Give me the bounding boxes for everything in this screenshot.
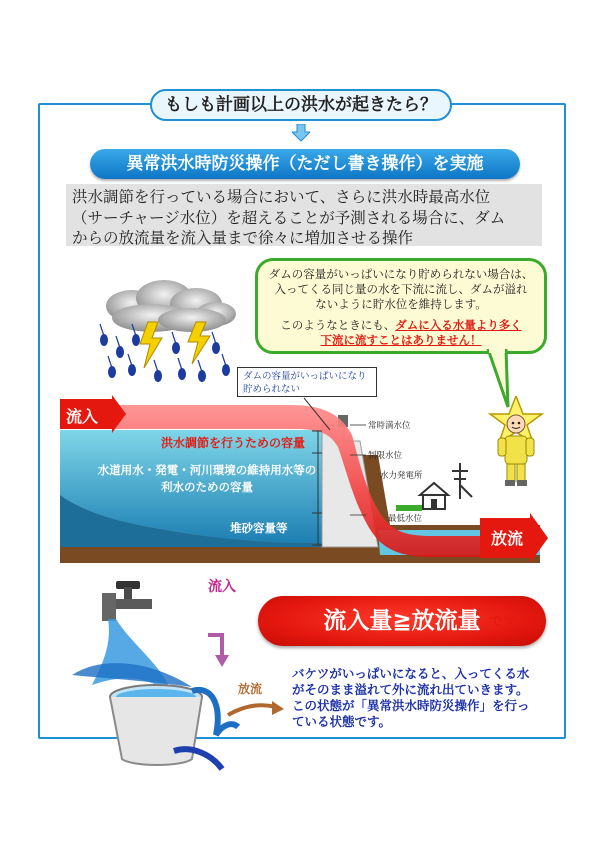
bubble-line: 入ってくる同じ量の水を下流に流し、ダムが溢れ <box>274 282 528 296</box>
bucket-text-line: バケツがいっぱいになると、入ってくる水 <box>292 666 530 681</box>
down-arrow-icon <box>292 124 310 142</box>
description-line: （サーチャージ水位）を超えることが予測される場合に、ダム <box>72 208 506 227</box>
callout-pointer <box>300 396 340 436</box>
star-mascot-icon <box>486 396 546 488</box>
bubble-lead: このようなときにも、 <box>280 318 396 332</box>
bubble-emphasis-1: ダムに入る水量より多く <box>395 318 522 332</box>
flood-capacity-label: 洪水調節を行うための容量 <box>161 436 306 450</box>
outflow-arrow-icon <box>228 705 276 715</box>
description-line: 洪水調節を行っている場合において、さらに洪水時最高水位 <box>72 188 491 206</box>
equation-suffix: です。 <box>489 614 530 630</box>
analogy-outflow-label: 放流 <box>238 682 263 696</box>
bucket-text-line: この状態が「異常洪水時防災操作」を行っ <box>292 698 530 713</box>
low-water-level-label: 最低水位 <box>388 514 423 524</box>
outflow-label: 放流 <box>491 529 524 548</box>
bucket-text-line: がそのまま溢れて外に流れ出ていきます。 <box>292 682 529 697</box>
water-use-line: 利水のための容量 <box>161 480 253 494</box>
description-line: からの放流量を流入量まで徐々に増加させる操作 <box>72 229 414 247</box>
analogy-inflow-label: 流入 <box>208 579 236 595</box>
full-capacity-callout <box>237 367 377 397</box>
bucket-explanation <box>292 666 552 730</box>
power-station-label: 水力発電所 <box>380 471 423 481</box>
inflow-arrow-icon <box>208 635 222 657</box>
bubble-line: ないように貯水位を維持します。 <box>315 297 487 311</box>
bucket-text-line: ている状態です。 <box>292 714 392 729</box>
callout-line: ダムの容量がいっぱいになり <box>243 371 367 382</box>
water-use-line: 水道用水・発電・河川環境の維持用水等の <box>97 463 317 477</box>
bubble-emphasis-line <box>266 318 536 333</box>
question-heading: もしも計画以上の洪水が起きたら？ <box>150 89 452 121</box>
equation-text: 流入量≧放流量 <box>323 608 481 634</box>
splash-water <box>72 663 192 687</box>
explanation-bubble <box>255 258 547 354</box>
bubble-line: ダムの容量がいっぱいになり貯められない場合は、 <box>268 267 534 281</box>
bucket-icon <box>110 685 202 765</box>
water-use-capacity-label <box>92 462 322 496</box>
operation-description <box>66 184 542 246</box>
limit-level-label: 制限水位 <box>368 451 403 461</box>
callout-line: 貯められない <box>243 384 301 395</box>
surcharge-level-label: 常時満水位 <box>368 421 411 431</box>
bubble-emphasis-2: 下流に流すことはありません！ <box>320 333 482 347</box>
sediment-label: 堆砂容量等 <box>230 521 288 535</box>
faucet-icon <box>102 581 152 621</box>
inflow-label: 流入 <box>66 407 99 426</box>
operation-title: 異常洪水時防災操作（ただし書き操作）を実施 <box>90 149 520 179</box>
storm-cloud-icon <box>92 278 252 388</box>
